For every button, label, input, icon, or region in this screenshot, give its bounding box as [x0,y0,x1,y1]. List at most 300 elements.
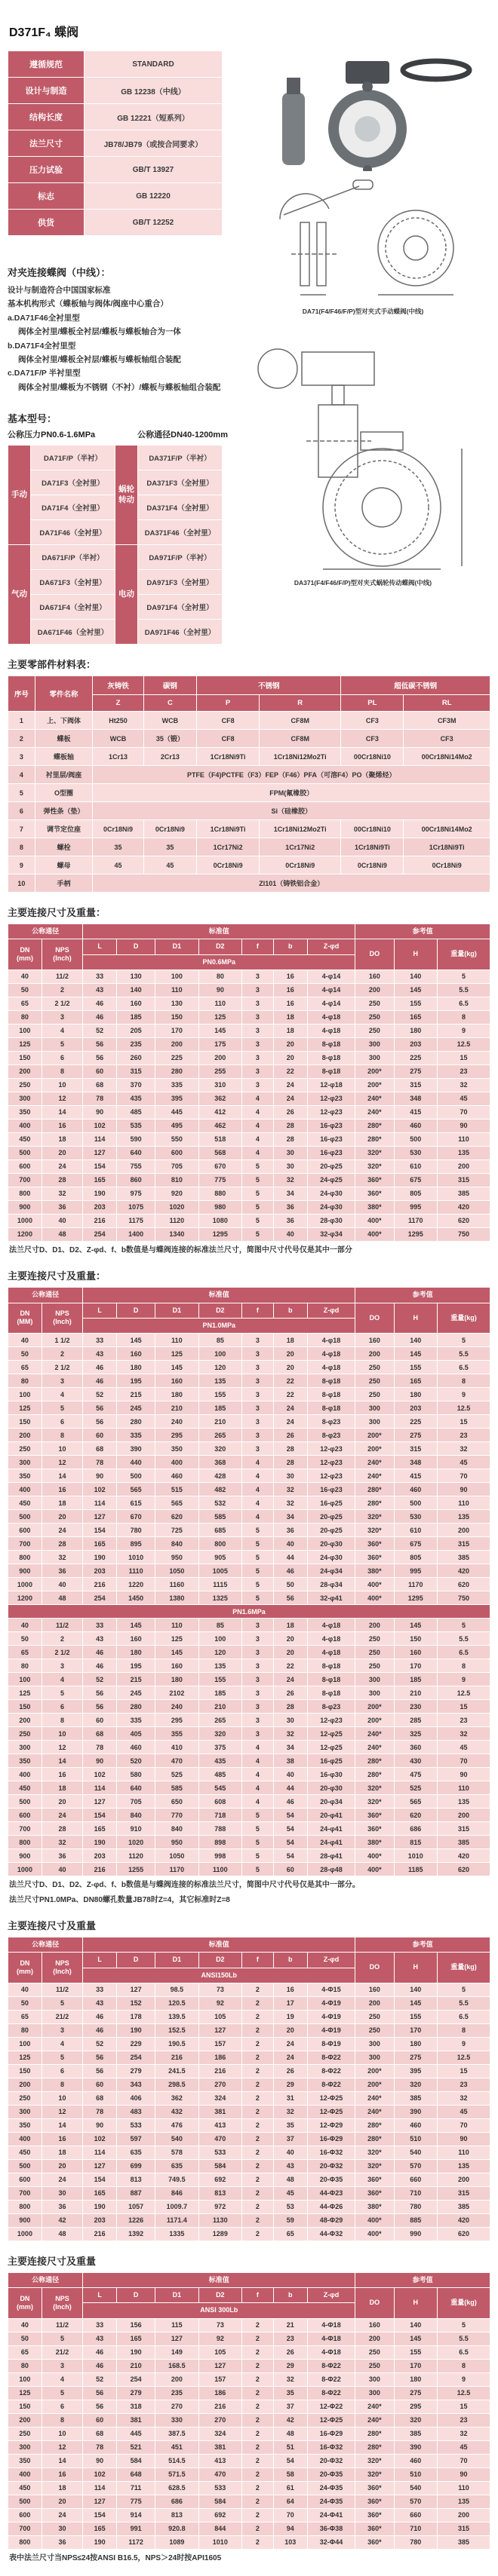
dim-value: 1110 [117,1564,155,1577]
dim-data-row [8,1795,490,1808]
dim-value: 2 [242,2011,273,2023]
dim-value: 120.5 [155,1997,198,2010]
dim-value: 610 [395,1524,437,1536]
pressure-class-label: PN0.6MPa [83,955,355,969]
dim-value: 3 [242,1038,273,1051]
dim-value: 43 [274,2160,307,2173]
dim-value: 240* [355,1092,393,1105]
dim-value: 711 [117,2482,155,2495]
dim-value: 430 [395,1754,437,1767]
dim-value: 180 [395,2373,437,2386]
dim-data-row [8,1632,490,1645]
dim-value: 1295 [395,1591,437,1604]
dim-value: 4 [42,1025,82,1037]
spec-label: 供货 [8,210,84,235]
material-value: CF8 [197,730,259,747]
dim-value: 32 [274,2373,307,2386]
dim-value: 120 [199,1646,241,1659]
dim-value: 33 [83,970,116,983]
dim-value: 355 [155,1727,198,1740]
dim-value: 4 [242,1469,273,1482]
dim-value: 90 [83,1469,116,1482]
dim-value: 3 [242,1632,273,1645]
dim-value: 200* [355,2065,393,2078]
dim-value: 413 [199,2455,241,2467]
dim-value: 52 [83,2038,116,2051]
dim-value: 60 [83,1065,116,1078]
model-cell: DA671F/P（半衬） [31,545,115,569]
dim-value: 200 [155,2373,198,2386]
dim-value: 1100 [199,1863,241,1876]
dim-value: 482 [199,1483,241,1496]
dim-data-row [8,2173,490,2186]
dim-value: 860 [117,1174,155,1187]
dim-value: 78 [83,1741,116,1754]
dim-value: 24 [42,2509,82,2522]
dim-value: 200* [355,2078,393,2091]
dim-value: 195 [117,1659,155,1672]
manual-valve-dim-figure [238,176,487,304]
materials-row [8,856,490,874]
dim-value: 320* [355,1147,393,1159]
dim-value: 280* [355,2427,393,2440]
dim-value: 1000 [8,1214,42,1227]
dim-value: 80 [8,1011,42,1024]
intro-line: 阀体全衬里/蝶板全衬层/蝶板与蝶板轴组合装配 [18,354,181,364]
dim-value: 135 [199,1374,241,1387]
dim-value: 11/2 [42,970,82,983]
dim-value: 5 [242,1809,273,1821]
model-cell: DA671F3（全衬里） [31,570,115,594]
dim-thead [8,2273,490,2318]
dim-value: 1295 [395,1228,437,1241]
dim-value: 52 [83,1673,116,1686]
dim-value: 2 [242,1997,273,2010]
dim-value: 420 [438,2214,490,2227]
dim-value: 2 [242,2078,273,2091]
dim-value: 180 [117,1361,155,1374]
dim-value: 23 [274,2332,307,2345]
dim-data-row [8,2387,490,2400]
dim-value: 216 [155,2051,198,2064]
dim-value: 1400 [117,1228,155,1241]
dim-value: 160 [117,1347,155,1360]
dim-value: 250 [8,1442,42,1455]
dim-value: 390 [395,2106,437,2118]
dim-value: 285 [395,1714,437,1726]
dim-value: 400* [355,1849,393,1862]
dim-value: 1226 [117,2214,155,2227]
dim-value: 37 [274,2133,307,2146]
dim-value: 56 [83,1401,116,1414]
model-cell: DA971F4（全衬里） [138,595,222,619]
dim-value: 325 [395,1727,437,1740]
dim-value: 813 [199,2187,241,2200]
dim-value: 114 [83,2482,116,2495]
dim-value: 265 [199,1429,241,1441]
dim-value: 4-φ18 [308,1632,355,1645]
dim-value: 608 [199,1795,241,1808]
dim-value: 280* [355,2119,393,2132]
spec-value: GB/T 12252 [85,210,222,235]
dim-value: 30 [274,1160,307,1173]
dim-value: 280* [355,1133,393,1146]
dim-value: 254 [117,2373,155,2386]
dim-value: 44-Φ32 [308,2228,355,2241]
dim-data-row [8,1551,490,1564]
dim-value: 580 [117,1768,155,1781]
material-value: WCB [93,730,143,747]
dim-value: 2 1/2 [42,997,82,1010]
dim-value: 135 [438,1147,490,1159]
spec-label: 法兰尺寸 [8,130,84,156]
dim-value: 260 [117,1052,155,1064]
dim-value: 80 [199,970,241,983]
col-carbon-steel: 碳钢 [144,676,196,694]
dim-value: 65 [8,997,42,1010]
dim-value: 156 [117,2319,155,2332]
dim-value: 240* [355,2092,393,2105]
dim-value: 160 [355,1983,393,1996]
dim-value: 26 [274,1686,307,1699]
dim-value: 2 [242,2146,273,2159]
dim-value: 90 [83,1106,116,1119]
dim-value: 127 [83,2160,116,2173]
group-nominal-diameter: 公称通径 [8,1937,82,1952]
dim-value: 4-φ14 [308,984,355,997]
group-standard-values: 标准值 [83,1937,355,1952]
dim-value: 995 [395,1564,437,1577]
dim-value: 26 [274,2065,307,2078]
material-no: 1 [8,712,35,729]
dim-value: 12 [42,2106,82,2118]
dim-value: 16-φ23 [308,1147,355,1159]
dim-value: 5.5 [438,1632,490,1645]
dim-value: 139.5 [155,2011,198,2023]
dim-value: 15 [438,1052,490,1064]
dim-data-row [8,2495,490,2508]
dim-value: 4-φ18 [308,1347,355,1360]
dim-value: 320 [199,1727,241,1740]
dim-value: 32 [42,1187,82,1200]
dim-value: 4 [42,2038,82,2051]
dim-value: 4 [242,1768,273,1781]
dim-value: 250 [355,1632,393,1645]
dim-value: 200 [438,1524,490,1536]
dim-value: 950 [155,1836,198,1849]
col-dn-unit: (mm) [16,1968,33,1975]
dim-value: 887 [117,2187,155,2200]
dim-value: 127 [83,1510,116,1523]
dim-value: 600 [8,2173,42,2186]
dim-value: 5 [438,970,490,983]
dim-value: 140 [395,1334,437,1346]
dim-value: 900 [8,2214,42,2227]
dim-data-row [8,2201,490,2213]
dim-value: 800 [8,2536,42,2549]
dim-value: 46 [83,2360,116,2372]
dim-data-row [8,1578,490,1591]
dim-value: 920 [155,1187,198,1200]
intro-line: b.DA71F4全衬里型 [8,341,76,351]
dim-value: 33 [83,1619,116,1631]
intro-line: c.DA71F/P 半衬里型 [8,369,81,378]
col-D1: D1 [155,939,198,954]
dim-value: 28 [274,1442,307,1455]
dim-value: 250 [355,2024,393,2037]
dim-value: 813 [117,2173,155,2186]
dim-value: 270 [199,2414,241,2427]
pressure-class-label: ANSI150Lb [83,1968,355,1983]
dim-value: 46 [83,1374,116,1387]
materials-title: 主要零部件材料表： [8,659,97,670]
dim-value: 40 [274,1537,307,1550]
dim-value: 12-Φ25 [308,2092,355,2105]
dim-value: 375 [199,1741,241,1754]
dim-value: 4-φ18 [308,1361,355,1374]
dim-thead [8,1937,490,1983]
dim-value: 1120 [117,1849,155,1862]
dim-value: 114 [83,1496,116,1509]
dim-value: 150 [8,2065,42,2078]
dim-value: 230 [395,1700,437,1713]
dim-value: 445 [117,2427,155,2440]
dim-value: 46 [274,1564,307,1577]
dim-value: 18 [42,1781,82,1794]
dim-value: 362 [155,2092,198,2105]
dim-value: 324 [199,2092,241,2105]
dim-value: 120 [199,1361,241,1374]
dim-value: 300 [8,1456,42,1469]
dim-value: 315 [438,2522,490,2535]
dim-data-row [8,2373,490,2386]
dim-value: 8-φ18 [308,1374,355,1387]
dim-value: 1000 [8,2228,42,2241]
model-cell: DA671F4（全衬里） [31,595,115,619]
dim-value: 65 [8,2346,42,2359]
material-value: 1Cr13 [93,748,143,765]
dim-data-row [8,1619,490,1631]
dim-value: 1335 [155,2228,198,2241]
dim-value: 4 [242,1147,273,1159]
dim-value: 22 [274,1388,307,1401]
dim-value: 103 [274,2536,307,2549]
dim-value: 1289 [199,2228,241,2241]
col-重量(kg): 重量(kg) [438,1953,490,1983]
dim-value: 154 [83,1809,116,1821]
dim-value: 200 [355,2332,393,2345]
dim-value: 16 [42,2133,82,2146]
dim-value: 800 [8,1551,42,1564]
dim-value: 46 [83,997,116,1010]
dim-value: 18 [42,1133,82,1146]
dim-value: 90 [438,1768,490,1781]
dim-value: 24-φ25 [308,1174,355,1187]
dim-value: 92 [199,2332,241,2345]
col-dn-label: DN [20,1309,30,1317]
dim-value: 570 [395,2160,437,2173]
dim-value: 360 [395,1741,437,1754]
dim-value: 350 [8,2119,42,2132]
dim-value: 360* [355,1809,393,1821]
dim-value: 52 [83,2373,116,2386]
dim-table-title: 主要连接尺寸及重量： [8,907,106,918]
dim-value: 100 [8,1673,42,1686]
dim-data-row [8,1591,490,1604]
dim-value: 315 [438,2187,490,2200]
handle-lever [284,186,359,215]
dim-value: 127 [83,1795,116,1808]
dim-value: 28-φ30 [308,1214,355,1227]
dim-data-row [8,2427,490,2440]
material-value: CF8M [260,730,340,747]
material-value: WCB [144,712,196,729]
dim-value: 50 [274,1578,307,1591]
dim-value: 154 [83,1524,116,1536]
material-code: Z [93,695,143,711]
dim-value: 44-Φ26 [308,2201,355,2213]
dim-value: 22 [274,1374,307,1387]
materials-row [8,748,490,765]
dim-value: 200 [8,1429,42,1441]
dim-value: 670 [199,1160,241,1173]
dim-value: 24 [42,1809,82,1821]
dim-value: 190 [83,1551,116,1564]
dim-value: 24 [274,1092,307,1105]
dim-value: 6 [42,1700,82,1713]
dim-value: 68 [83,2092,116,2105]
dim-value: 16 [274,997,307,1010]
dim-value: 20 [42,1147,82,1159]
dim-data-row [8,1429,490,1441]
dim-data-row [8,1809,490,1821]
drive-label: 蜗轮转动 [115,446,137,544]
dim-data-row [8,1228,490,1241]
dim-value: 8-Φ22 [308,2373,355,2386]
dim-value: 255 [199,1065,241,1078]
dim-value: 4 [242,1106,273,1119]
dim-value: 43 [83,1997,116,2010]
dim-value: 65 [8,1361,42,1374]
col-f: f [242,1303,273,1318]
dim-value: 21 [274,2319,307,2332]
dim-value: 16 [42,1768,82,1781]
dim-value: 45 [438,1092,490,1105]
dim-value: 750 [438,1591,490,1604]
model-cell: DA971F/P（半衬） [138,545,222,569]
col-dn-unit: (mm) [16,2302,33,2311]
dim-value: 145 [395,984,437,997]
dim-value: 8-Φ22 [308,2360,355,2372]
dim-value: 381 [199,2106,241,2118]
dim-value: 152 [117,1997,155,2010]
dim-value: 29 [274,2360,307,2372]
dim-value: 3 [242,1079,273,1092]
dim-value: 105 [199,2346,241,2359]
model-cell: DA971F3（全衬里） [138,570,222,594]
dimension-tables-section [8,905,490,2564]
dim-value: 900 [8,1564,42,1577]
dim-value: 60 [83,2078,116,2091]
dim-value: 70 [438,2455,490,2467]
dim-value: 400* [355,1591,393,1604]
col-dn [8,939,42,969]
dim-value: 24-φ41 [308,1822,355,1835]
col-no: 序号 [8,676,35,711]
dim-value: 110 [199,997,241,1010]
dim-data-row [8,2038,490,2051]
dim-value: 26 [274,2346,307,2359]
dim-value: 43 [83,2332,116,2345]
dim-value: 200* [355,1065,393,1078]
dim-data-row [8,1456,490,1469]
intro-line: 阀体全衬里/蝶板全衬层/蝶板与蝶板轴合为一体 [18,327,181,337]
dim-value: 500 [395,1496,437,1509]
col-D1: D1 [155,1303,198,1318]
dim-value: 190 [117,2024,155,2037]
worm-valve-dim-figure [238,326,487,575]
drive-label: 气动 [8,545,30,644]
dim-value: 9 [438,2373,490,2386]
dim-value: 15 [438,2065,490,2078]
dim-value: 36 [274,1214,307,1227]
dim-value: 2 [242,1983,273,1996]
dim-data-row [8,1374,490,1387]
dim-value: 450 [8,2482,42,2495]
dim-value: 140 [117,984,155,997]
dim-value: 165 [83,1537,116,1550]
dim-value: 28 [274,1700,307,1713]
dim-value: 1200 [8,1591,42,1604]
dim-value: 100 [199,1347,241,1360]
dim-data-row [8,2092,490,2105]
dim-value: 350 [8,1469,42,1482]
dim-value: 28 [274,1133,307,1146]
col-nps [42,1303,82,1334]
dim-value: 620 [395,1809,437,1821]
dim-value: 600 [8,1809,42,1821]
dim-value: 12-φ23 [308,1456,355,1469]
group-nominal-diameter: 公称通径 [8,2273,82,2287]
dim-value: 240* [355,1727,393,1740]
dim-value: 315 [438,1174,490,1187]
dim-value: 12-φ23 [308,1442,355,1455]
dim-value: 9 [438,1388,490,1401]
spec-value: GB/T 13927 [85,157,222,182]
dim-value: 127 [117,1983,155,1996]
dim-value: 385 [438,2201,490,2213]
dim-value: 280* [355,1754,393,1767]
dim-value: 149 [155,2346,198,2359]
group-standard-values: 标准值 [83,924,355,939]
dim-data-row [8,1415,490,1428]
handwheel-icon [403,61,469,79]
dim-value: 3 [242,1415,273,1428]
dim-data-row [8,1741,490,1754]
dim-value: 33 [83,1983,116,1996]
col-dn-unit: (mm) [16,954,33,962]
dim-value: 770 [155,1809,198,1821]
dim-value: 1170 [395,1578,437,1591]
valve-product-figure [238,51,487,171]
dim-value: 3 [242,1619,273,1631]
dim-value: 460 [155,1469,198,1482]
material-value: 35 [93,838,143,856]
dim-value: 3 [242,1659,273,1672]
dim-value: 270 [199,2078,241,2091]
dim-value: 98.5 [155,1983,198,1996]
dim-value: 250 [355,1659,393,1672]
